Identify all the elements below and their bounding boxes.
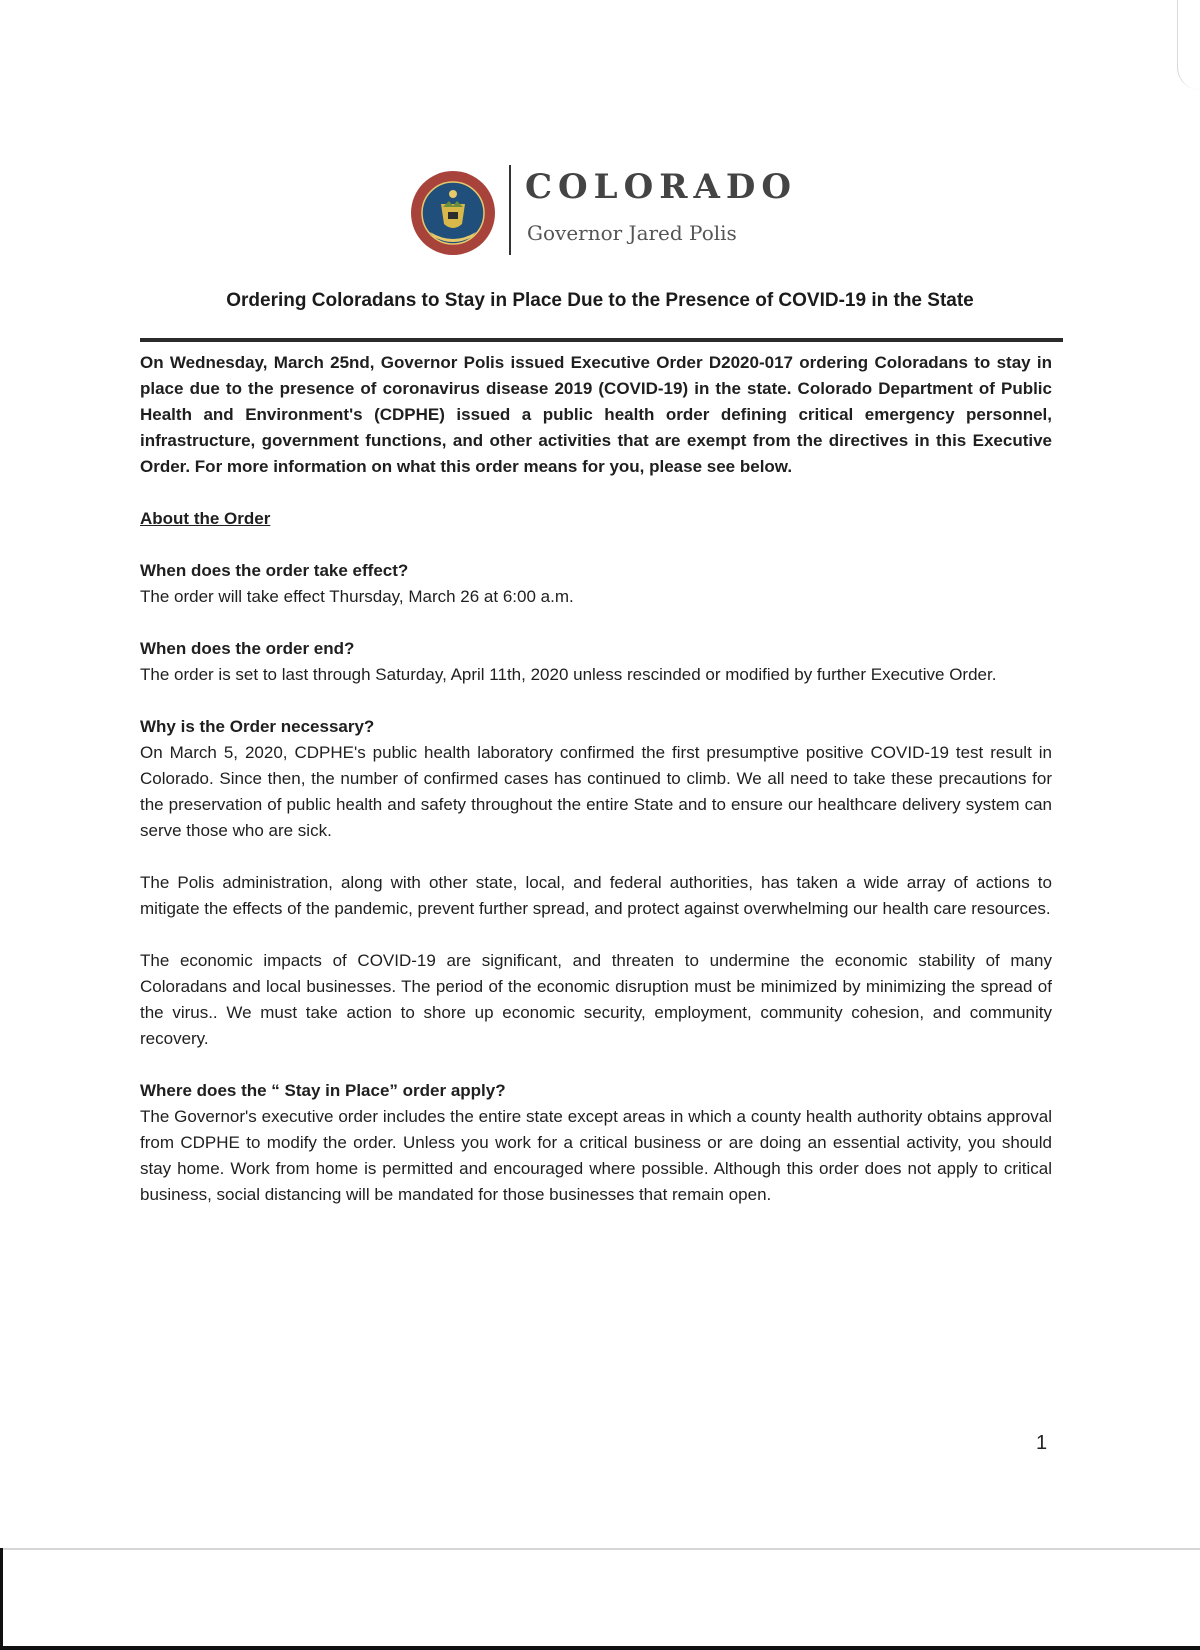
answer-paragraph: On March 5, 2020, CDPHE's public health laboratory confirmed the first presumptive positive COVID-19 test result in Colorado. Since then, the number of confirmed cases has continued to climb. We all need to take these precautions for the preservation of public health and safety throughout the entire State and to ensure our healthcare delivery system can serve those who are sick.: [140, 743, 1052, 840]
question-heading: Why is the Order necessary?: [140, 717, 375, 736]
scan-left-edge: [0, 1548, 3, 1650]
page-number: 1: [1036, 1432, 1048, 1454]
intro-paragraph: On Wednesday, March 25nd, Governor Polis issued Executive Order D2020-017 ordering Coloradans to stay in place due to the presence of coronavirus disease 2019 (COVID-19) in the state. Colorado Department of Public Health and Environment's (CDPHE) issued a public health order defining critical emergency personnel, infrastructure, government functions, and other activities that are exempt from the directives in this Executive Order. For more information on what this order means for you, please see below.: [140, 353, 1052, 476]
scan-bottom-edge: [0, 1548, 1200, 1550]
answer-paragraph: The economic impacts of COVID-19 are significant, and threaten to undermine the economic stability of many Coloradans and local businesses. The period of the economic disruption must be minimized by minimizing the spread of the virus.. We must take action to shore up economic security, employment, community cohesion, and community recovery.: [140, 951, 1052, 1048]
document-body: [140, 350, 1052, 1208]
logo-divider: [509, 165, 511, 255]
answer-paragraph: The Polis administration, along with other state, local, and federal authorities, has taken a wide array of actions to mitigate the effects of the pandemic, prevent further spread, and protect against overwhelming our health care resources.: [140, 873, 1052, 918]
state-seal-icon: [410, 170, 496, 256]
logo-title: COLORADO: [525, 167, 797, 207]
question-heading: Where does the “ Stay in Place” order apply?: [140, 1081, 506, 1100]
document-title: Ordering Coloradans to Stay in Place Due to the Presence of COVID-19 in the State: [226, 290, 974, 311]
question-heading: When does the order end?: [140, 639, 355, 658]
section-heading: About the Order: [140, 509, 271, 528]
answer-paragraph: The order will take effect Thursday, March 26 at 6:00 a.m.: [140, 587, 574, 606]
answer-paragraph: The order is set to last through Saturday, April 11th, 2020 unless rescinded or modified by further Executive Order.: [140, 665, 997, 684]
scan-edge-artifact: [1177, 0, 1200, 90]
question-heading: When does the order take effect?: [140, 561, 409, 580]
logo-subtitle: Governor Jared Polis: [527, 221, 737, 245]
scan-bottom-bar: [0, 1646, 1200, 1650]
title-divider: [140, 338, 1063, 342]
colorado-logo: [410, 165, 810, 255]
answer-paragraph: The Governor's executive order includes the entire state except areas in which a county health authority obtains approval from CDPHE to modify the order. Unless you work for a critical business or are doing an essential activity, you should stay home. Work from home is permitted and encouraged where possible. Although this order does not apply to critical business, social distancing will be mandated for those businesses that remain open.: [140, 1107, 1052, 1204]
